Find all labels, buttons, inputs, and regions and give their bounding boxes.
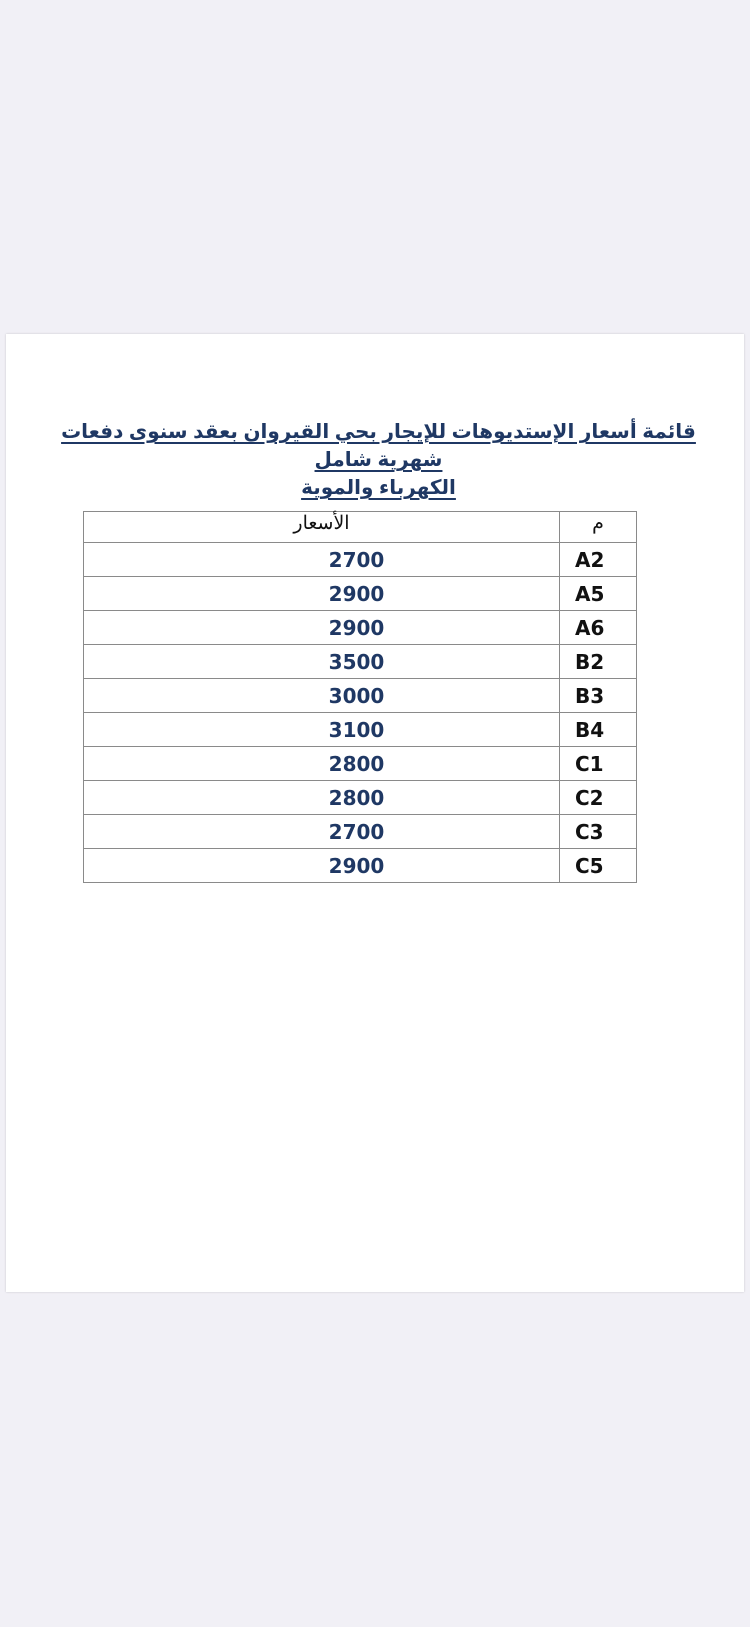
price-cell: 2900 xyxy=(84,849,560,883)
unit-id-cell: C3 xyxy=(560,815,637,849)
title-line-2: الكهرباء والموية xyxy=(301,477,456,499)
unit-id-cell: A6 xyxy=(560,611,637,645)
price-cell: 3000 xyxy=(84,679,560,713)
unit-id-cell: A2 xyxy=(560,543,637,577)
table-row xyxy=(84,679,637,713)
price-table xyxy=(83,511,637,883)
table-row xyxy=(84,849,637,883)
unit-id-cell: C1 xyxy=(560,747,637,781)
document-title xyxy=(56,418,701,502)
document-page xyxy=(6,334,744,1292)
table-row xyxy=(84,543,637,577)
price-cell: 2800 xyxy=(84,781,560,815)
unit-id-cell: C2 xyxy=(560,781,637,815)
table-row xyxy=(84,815,637,849)
table-row xyxy=(84,611,637,645)
title-line-1: قائمة أسعار الإستديوهات للإيجار بحي القيروان بعقد سنوى دفعات شهرية شامل xyxy=(61,421,696,471)
table-row xyxy=(84,577,637,611)
unit-id-cell: A5 xyxy=(560,577,637,611)
table-row xyxy=(84,747,637,781)
price-cell: 2900 xyxy=(84,611,560,645)
unit-id-cell: B2 xyxy=(560,645,637,679)
header-id: م xyxy=(560,512,637,543)
price-cell: 2700 xyxy=(84,543,560,577)
header-price: الأسعار xyxy=(84,512,560,543)
unit-id-cell: B4 xyxy=(560,713,637,747)
price-cell: 2800 xyxy=(84,747,560,781)
table-header-row xyxy=(84,512,637,543)
unit-id-cell: B3 xyxy=(560,679,637,713)
price-cell: 3500 xyxy=(84,645,560,679)
table-row xyxy=(84,713,637,747)
table-row xyxy=(84,781,637,815)
unit-id-cell: C5 xyxy=(560,849,637,883)
price-cell: 3100 xyxy=(84,713,560,747)
table-row xyxy=(84,645,637,679)
price-cell: 2900 xyxy=(84,577,560,611)
price-cell: 2700 xyxy=(84,815,560,849)
